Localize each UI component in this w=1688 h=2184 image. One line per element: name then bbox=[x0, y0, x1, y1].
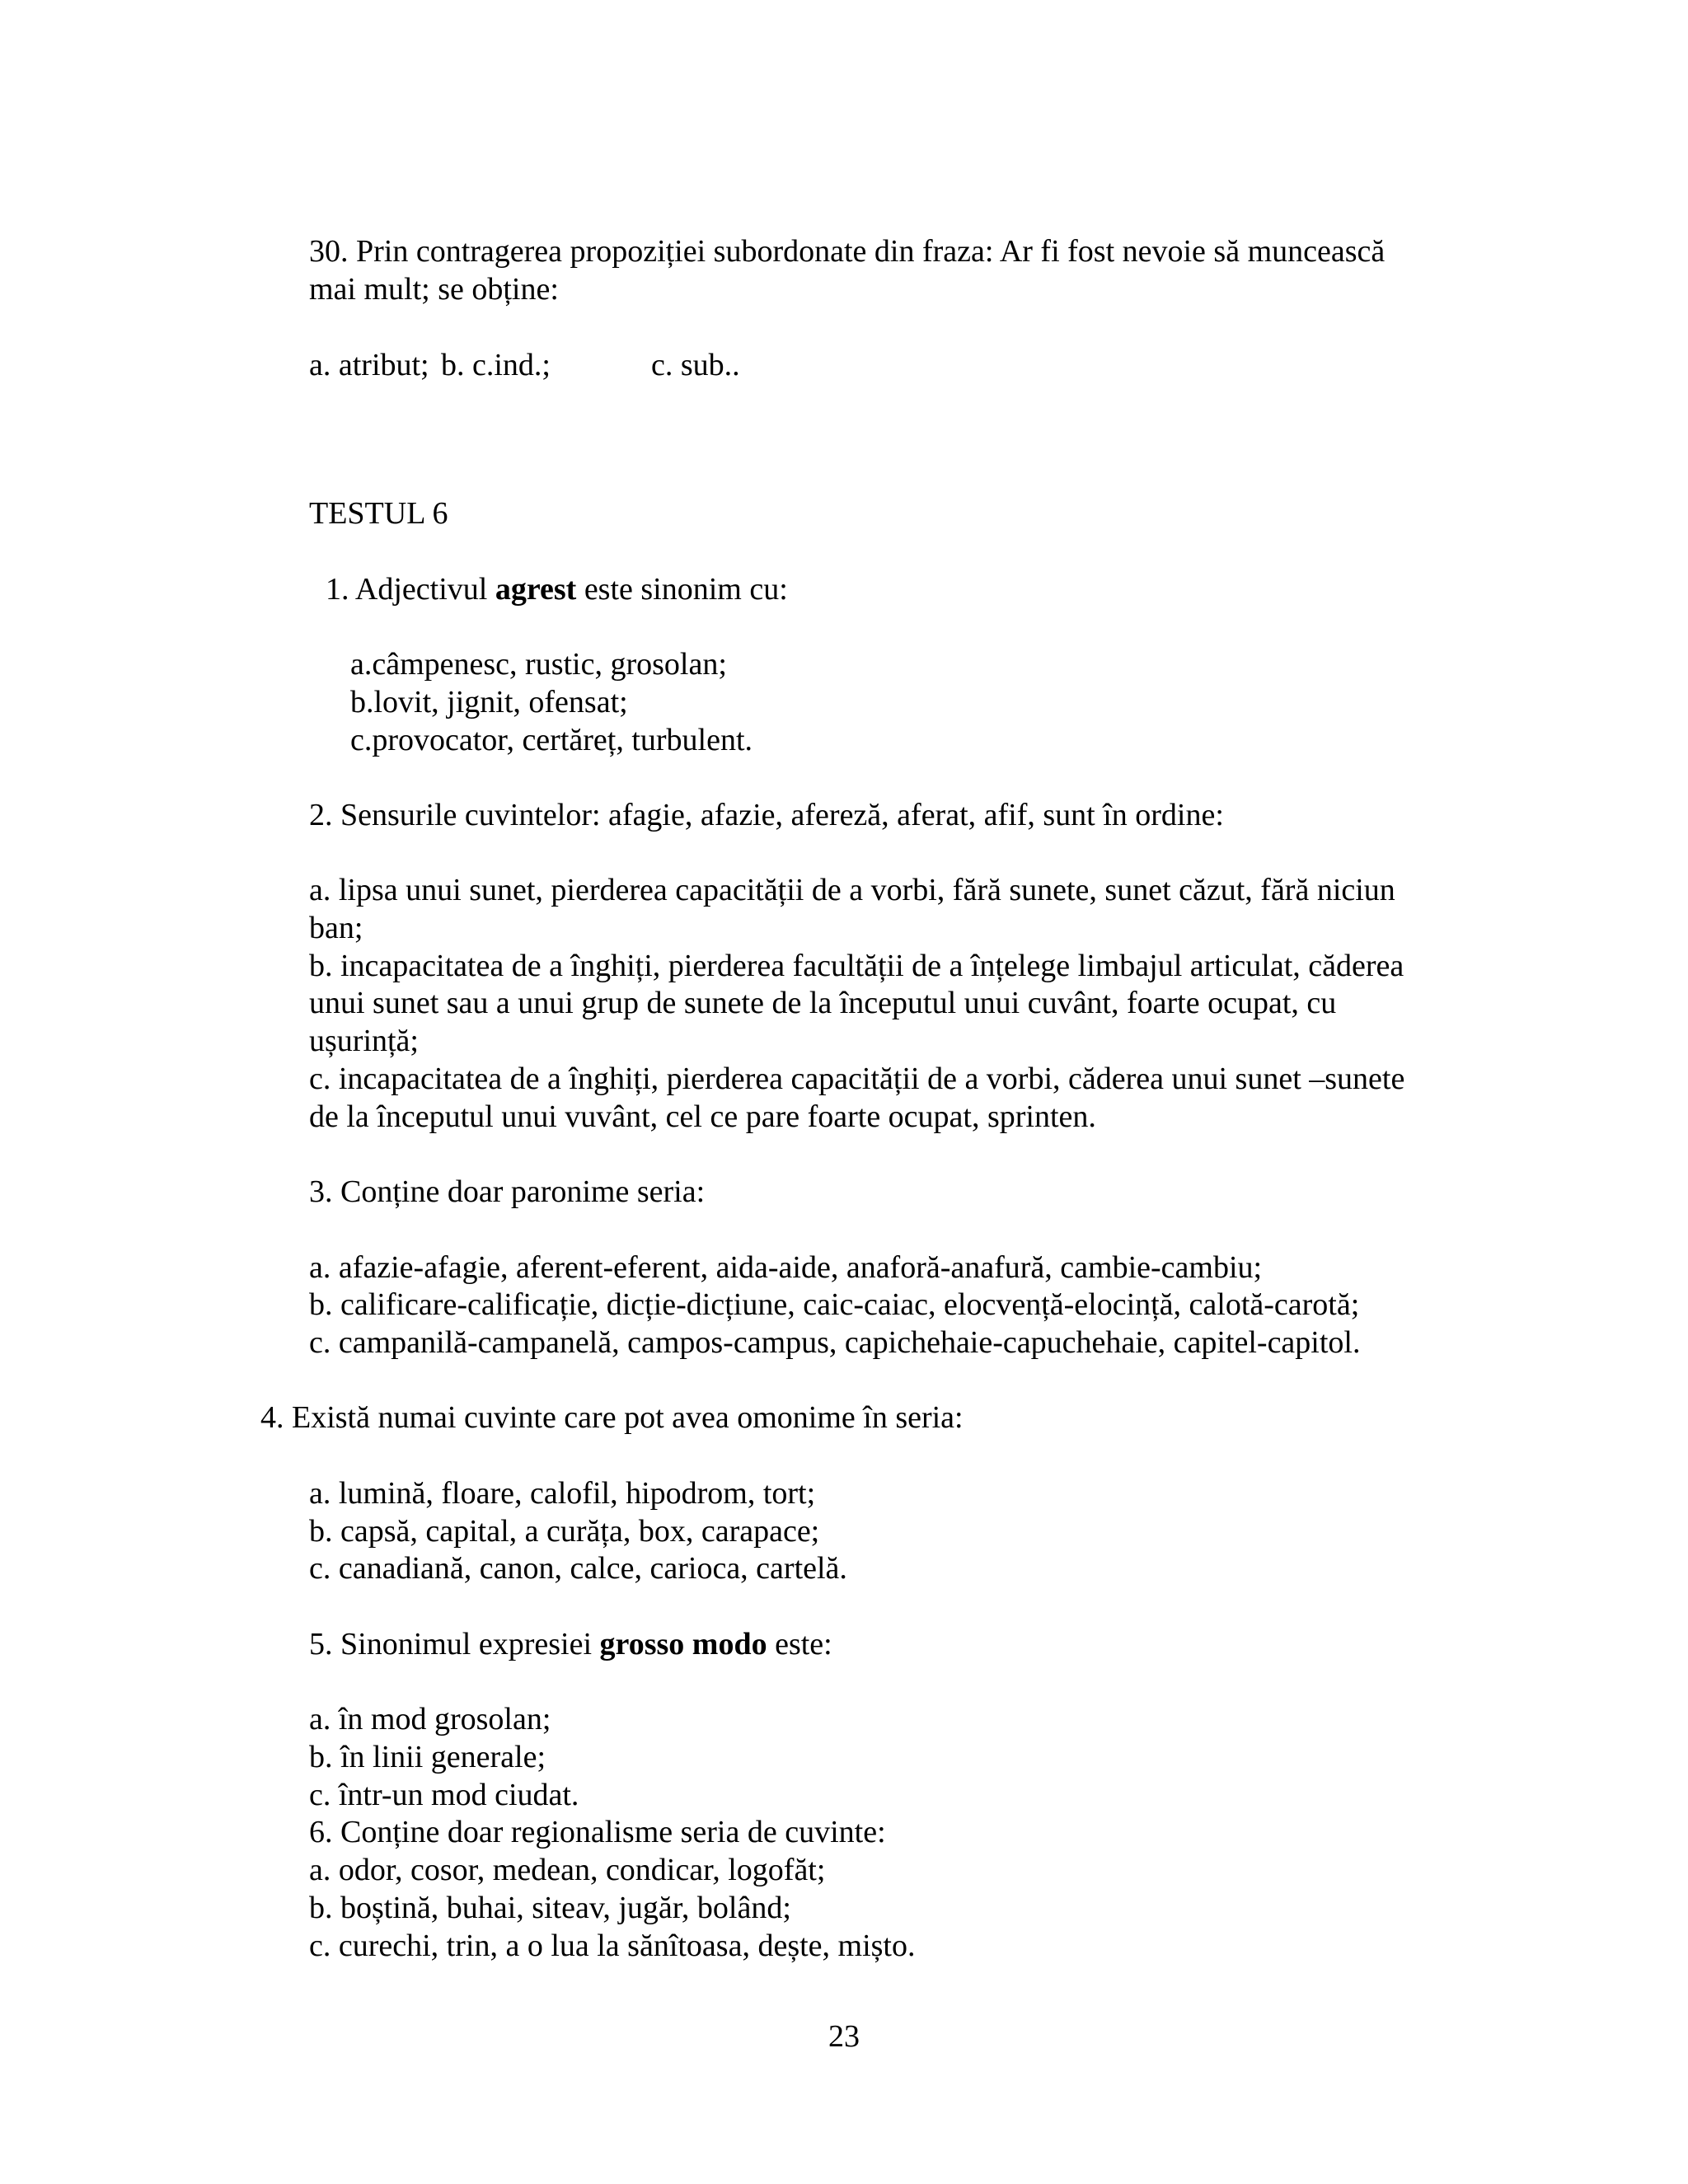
q30-option-b: b. c.ind.; bbox=[441, 348, 551, 382]
q6-option-c: c. curechi, trin, a o lua la sănîtoasa, dește, miștо. bbox=[309, 1929, 916, 1963]
q1-question bbox=[326, 570, 788, 608]
q2-line: unui sunet sau a unui grup de sunete de la începutul unui cuvânt, foarte ocupat, cu bbox=[309, 986, 1337, 1020]
q6-option-a: a. odor, cosor, medean, condicar, logofăt; bbox=[309, 1853, 826, 1887]
test-title: TESTUL 6 bbox=[309, 496, 448, 531]
q5-keyword: grosso modo bbox=[599, 1627, 767, 1661]
q3-option-c: c. campanilă-campanelă, campos-campus, capichehaie-capuchehaie, capitel-capitol. bbox=[309, 1325, 1361, 1360]
q2-line: ușurință; bbox=[309, 1024, 419, 1058]
q6-option-b: b. boștină, buhai, siteav, jugăr, bolând; bbox=[309, 1891, 791, 1925]
q5-prefix: 5. Sinonimul expresiei bbox=[309, 1627, 600, 1661]
q1-keyword: agrest bbox=[495, 572, 577, 607]
q1-option-c: c.provocator, certăreț, turbulent. bbox=[350, 723, 753, 757]
q1-suffix: este sinonim cu: bbox=[576, 572, 788, 607]
q5-suffix: este: bbox=[767, 1627, 832, 1661]
q30-option-c: c. sub.. bbox=[651, 348, 740, 382]
q3-option-b: b. calificare-calificație, dicție-dicțiune, caic-caiac, elocvență-elocință, calotă-carotă; bbox=[309, 1287, 1360, 1322]
q3-question: 3. Conține doar paronime seria: bbox=[309, 1174, 706, 1209]
q5-option-c: c. într-un mod ciudat. bbox=[309, 1778, 579, 1812]
q4-option-c: c. canadiană, canon, calce, carioca, cartelă. bbox=[309, 1551, 847, 1586]
q2-question: 2. Sensurile cuvintelor: afagie, afazie, afereză, aferat, afif, sunt în ordine: bbox=[309, 798, 1224, 832]
q3-option-a: a. afazie-afagie, aferent-eferent, aida-aide, anaforă-anafură, cambie-cambiu; bbox=[309, 1250, 1263, 1285]
q4-option-a: a. lumină, floare, calofil, hipodrom, tort; bbox=[309, 1476, 816, 1511]
q30-line1: 30. Prin contragerea propoziției subordonate din fraza: Ar fi fost nevoie să muncească bbox=[309, 234, 1386, 269]
q30-option-a: a. atribut; bbox=[309, 348, 429, 382]
q2-line: ban; bbox=[309, 911, 363, 945]
q30-line2: mai mult; se obține: bbox=[309, 272, 559, 307]
q2-line: c. incapacitatea de a înghiți, pierderea capacității de a vorbi, căderea unui sunet –sunete bbox=[309, 1062, 1405, 1096]
page-number: 23 bbox=[828, 2019, 860, 2054]
q4-question: 4. Există numai cuvinte care pot avea omonime în seria: bbox=[260, 1400, 964, 1435]
q5-question bbox=[309, 1625, 832, 1663]
q6-question: 6. Conține doar regionalisme seria de cuvinte: bbox=[309, 1815, 886, 1849]
q1-prefix: 1. Adjectivul bbox=[326, 572, 495, 607]
q5-option-b: b. în linii generale; bbox=[309, 1740, 546, 1774]
q2-line: b. incapacitatea de a înghiți, pierderea facultății de a înțelege limbajul articulat, căderea bbox=[309, 949, 1404, 983]
q1-option-b: b.lovit, jignit, ofensat; bbox=[350, 685, 628, 719]
q4-option-b: b. capsă, capital, a curăța, box, carapace; bbox=[309, 1514, 820, 1549]
q30-options bbox=[309, 346, 740, 384]
q2-line: de la începutul unui vuvânt, cel ce pare foarte ocupat, sprinten. bbox=[309, 1099, 1096, 1134]
q2-line: a. lipsa unui sunet, pierderea capacității de a vorbi, fără sunete, sunet căzut, fără niciun bbox=[309, 873, 1395, 907]
q1-option-a: a.câmpenesc, rustic, grosolan; bbox=[350, 647, 727, 682]
q5-option-a: a. în mod grosolan; bbox=[309, 1702, 551, 1736]
